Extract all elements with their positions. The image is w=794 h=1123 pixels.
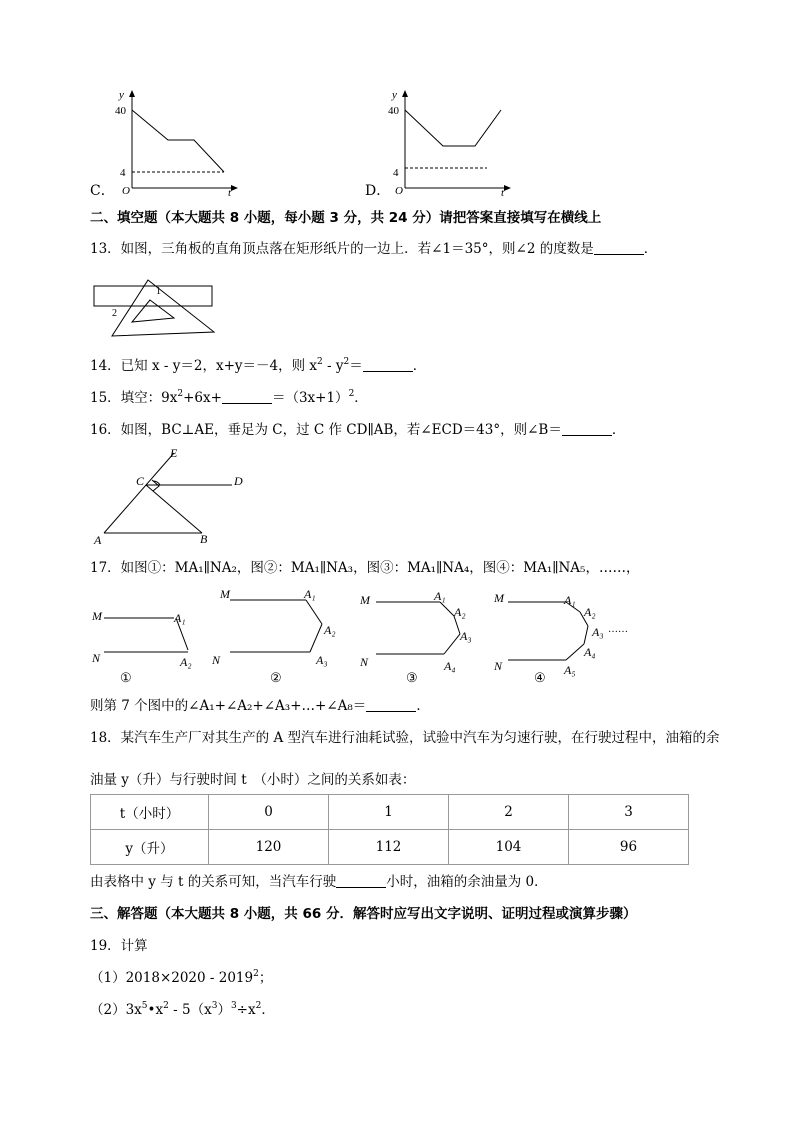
q19-p2-exp-3b: 3 (230, 1001, 237, 1011)
table-cell: y（升） (91, 830, 209, 865)
q13-text: 13．如图，三角板的直角顶点落在矩形纸片的一边上．若∠1＝35°，则∠2 的度数是 (90, 241, 594, 257)
graph-d-y-axis: y (392, 89, 397, 101)
question-18-line-2: 油量 y（升）与行驶时间 t （小时）之间的关系如表： (90, 772, 416, 788)
table-cell: 112 (329, 830, 449, 865)
q17-f4-dots: …… (608, 624, 628, 635)
q17-f4-n: N (494, 659, 503, 673)
q15-exp-a: 2 (177, 389, 184, 399)
q17-f4-m: M (494, 591, 504, 605)
graph-c-x-axis: t (228, 187, 232, 198)
q17-f1-m: M (92, 609, 102, 623)
table-row (91, 795, 689, 830)
q19-p2-f: ． (261, 1002, 275, 1018)
q17-end: ． (416, 698, 430, 714)
q17-f3-a4: A₄ (444, 659, 456, 673)
question-16 (90, 420, 625, 440)
q17-f4-a3: A₃ (592, 625, 604, 639)
option-c-label: C． (90, 183, 115, 199)
q17-f4-a1: A₁ (564, 593, 576, 607)
graph-d-origin: O (395, 185, 403, 197)
q15-text: +6x+ (183, 390, 222, 406)
q17-ask-text: 则第 7 个图中的∠A₁+∠A₂+∠A₃+…+∠A₈＝ (90, 698, 367, 714)
table-cell: 120 (209, 830, 329, 865)
q15-end: ． (354, 390, 368, 406)
q19-p2-a: （2）3x (90, 1002, 142, 1018)
q13-angle-2: 2 (112, 308, 117, 319)
section-2-heading: 二、填空题（本大题共 8 小题，每小题 3 分，共 24 分）请把答案直接填写在横线上 (90, 210, 602, 226)
q17-f2-a2: A₂ (324, 623, 336, 637)
q14-text: x - y＝2，x+y＝－4，则 x (151, 358, 318, 374)
q17-fig-4: ④ (534, 670, 546, 685)
question-18-line-3 (90, 872, 548, 892)
q14-prefix: 14．已知 (90, 358, 152, 374)
q14-exp-b: 2 (343, 357, 350, 367)
q17-f2-a3: A₃ (316, 653, 328, 667)
question-13 (90, 239, 657, 259)
q17-f4-a4: A₄ (584, 645, 596, 659)
table-cell: 1 (329, 795, 449, 830)
q18-blank (336, 873, 386, 888)
q17-f3-a2: A₂ (454, 605, 466, 619)
q19-p2-b: •x (147, 1002, 164, 1018)
graph-d-y-40: 40 (388, 105, 399, 117)
q17-f4-a5: A₅ (564, 663, 576, 677)
q19-p2-exp-3a: 3 (211, 1001, 218, 1011)
q19-p2-exp-2b: 2 (255, 1001, 262, 1011)
q17-f2-a1: A₁ (304, 587, 316, 601)
graph-c-origin: O (122, 185, 130, 197)
question-19-part-1 (90, 968, 272, 988)
q17-f2-n: N (212, 653, 221, 667)
graph-c-y-40: 40 (115, 105, 126, 117)
table-cell: 0 (209, 795, 329, 830)
q19-p2-e: ÷x (236, 1002, 256, 1018)
q15-exp-b: 2 (348, 389, 355, 399)
q17-blank (366, 697, 416, 712)
question-14 (90, 356, 426, 376)
q14-text-2: - y (322, 358, 344, 374)
table-cell: t（小时） (91, 795, 209, 830)
q15-blank (222, 389, 272, 404)
q13-blank (594, 240, 644, 255)
q14-blank (363, 357, 413, 372)
graph-d-y-4: 4 (393, 167, 399, 179)
q17-f1-a2: A₂ (180, 655, 192, 669)
graph-c-y-axis: y (119, 89, 124, 101)
q17-f3-n: N (360, 655, 369, 669)
table-cell: 104 (449, 830, 569, 865)
q15-prefix: 15．填空：9x (90, 390, 178, 406)
q19-p2-exp-2a: 2 (163, 1001, 169, 1011)
q16-label-c: C (136, 474, 145, 488)
q16-label-a: A (94, 533, 102, 547)
question-19-title: 19．计算 (90, 938, 148, 954)
q16-figure (90, 445, 260, 550)
q19-p1-end: ； (258, 970, 273, 986)
q19-p2-exp-5: 5 (141, 1001, 148, 1011)
table-cell: 96 (569, 830, 689, 865)
q14-end: ． (412, 358, 427, 374)
q18-line3-b: 小时，油箱的余油量为 0． (386, 874, 548, 890)
q19-p1-text: （1）2018×2020 - 2019 (90, 970, 254, 986)
q17-fig-3: ③ (406, 670, 418, 685)
q19-p1-exp: 2 (253, 969, 259, 979)
q17-f3-a1: A₁ (434, 589, 446, 603)
q17-fig-2: ② (270, 670, 282, 685)
q16-blank (562, 421, 612, 436)
q17-f3-m: M (360, 593, 370, 607)
q17-f3-a3: A₃ (460, 629, 472, 643)
q16-text: 16．如图，BC⊥AE，垂足为 C，过 C 作 CD∥AB，若∠ECD＝43°，则∠B＝ (90, 422, 562, 438)
q18-line3-a: 由表格中 y 与 t 的关系可知，当汽车行驶 (90, 874, 337, 890)
q13-figure (90, 270, 220, 340)
q17-fig-1: ① (120, 670, 132, 685)
graph-d-x-axis: t (501, 187, 505, 198)
graph-d (383, 88, 513, 198)
table-cell: 2 (449, 795, 569, 830)
question-19-part-2 (90, 1000, 275, 1020)
q19-p2-d: ） (217, 1002, 231, 1018)
q13-end: ． (643, 241, 658, 257)
question-17-ask (90, 696, 430, 716)
table-cell: 3 (569, 795, 689, 830)
q14-equals: ＝ (349, 358, 363, 374)
q17-f2-m: M (220, 587, 230, 601)
option-d-label: D． (365, 183, 391, 199)
question-17: 17．如图①：MA₁∥NA₂，图②：MA₁∥NA₃，图③：MA₁∥NA₄，图④：MA₁∥NA₅，……， (90, 560, 640, 576)
q17-figures (88, 582, 648, 690)
q17-f4-a2: A₂ (584, 605, 596, 619)
graph-c-y-4: 4 (120, 167, 126, 179)
q18-table (90, 794, 689, 865)
question-18-line-1: 18．某汽车生产厂对其生产的 A 型汽车进行油耗试验，试验中汽车为匀速行驶，在行驶过程中，油箱的余 (90, 730, 720, 746)
section-3-heading: 三、解答题（本大题共 8 小题，共 66 分．解答时应写出文字说明、证明过程或演算步骤） (90, 906, 637, 922)
q15-text-2: ＝（3x+1） (271, 390, 349, 406)
question-15 (90, 388, 368, 408)
q17-f1-n: N (92, 651, 101, 665)
q16-label-d: D (234, 474, 243, 488)
q16-label-b: B (200, 532, 208, 546)
q19-p2-c: - 5（x (168, 1002, 212, 1018)
q14-exp-a: 2 (317, 357, 323, 367)
graph-c (110, 88, 240, 198)
table-row (91, 830, 689, 865)
q13-angle-1: 1 (156, 286, 161, 297)
q16-label-e: E (170, 446, 178, 460)
q16-end: ． (611, 422, 626, 438)
q17-f1-a1: A₁ (174, 611, 186, 625)
